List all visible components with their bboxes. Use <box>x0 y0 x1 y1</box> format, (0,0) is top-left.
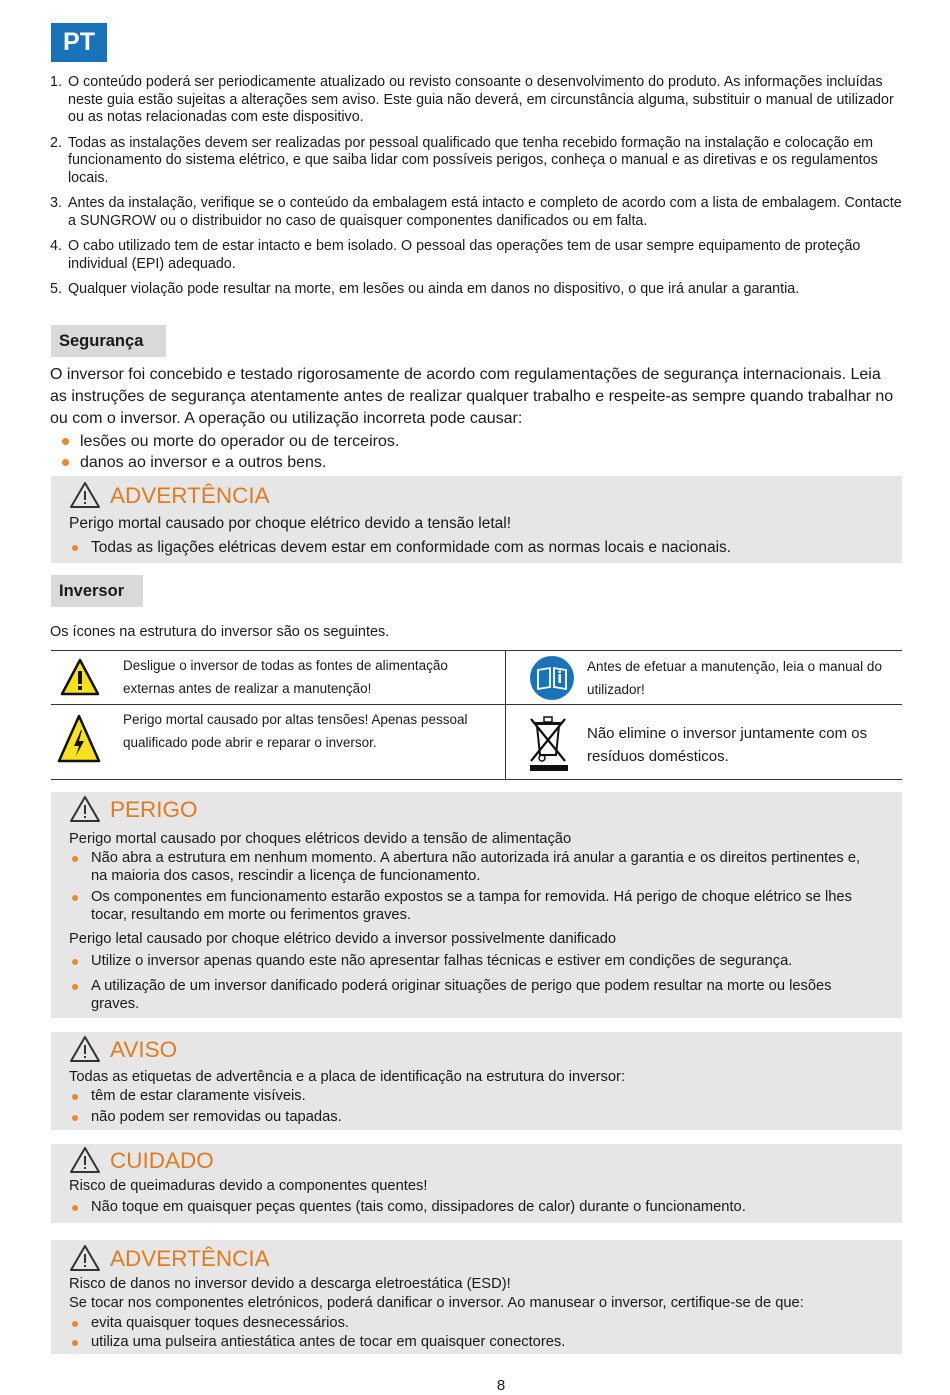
icon-description: Antes de efetuar a manutenção, leia o manual do utilizador! <box>587 659 882 697</box>
bullet-dot <box>72 1115 78 1121</box>
high-voltage-icon <box>57 713 101 765</box>
icon-table <box>51 650 902 780</box>
bullet-text: Os componentes em funcionamento estarão expostos se a tampa for removida. Há perigo de choque elétrico se lhes tocar, resultando em morte ou ferimentos graves. <box>91 889 852 923</box>
item-number: 2. <box>50 134 62 151</box>
warning-text: Risco de danos no inversor devido a descarga eletroestática (ESD)! <box>69 1276 511 1292</box>
list-item <box>69 850 878 885</box>
bullet-text: Todas as ligações elétricas devem estar em conformidade com as normas locais e nacionais. <box>91 539 732 556</box>
caution-title: CUIDADO <box>110 1148 214 1173</box>
item-number: 4. <box>50 238 62 254</box>
icon-description: Perigo mortal causado por altas tensões! Apenas pessoal qualificado pode abrir e reparar o inversor. <box>123 712 468 750</box>
bullet-dot <box>62 438 69 445</box>
danger-text: Perigo mortal causado por choques elétricos devido a tensão de alimentação <box>69 831 572 847</box>
bullet-text: A utilização de um inversor danificado poderá originar situações de perigo que podem resultar na morte ou lesões graves. <box>91 978 832 1012</box>
list-item <box>69 953 878 971</box>
bullet-text: danos ao inversor e a outros bens. <box>80 454 327 471</box>
warning-triangle-icon <box>69 481 101 509</box>
bullet-dot <box>72 1340 78 1346</box>
list-item <box>69 1088 878 1106</box>
danger-title: PERIGO <box>110 797 198 822</box>
bullet-dot <box>72 545 78 551</box>
bullet-dot <box>62 459 69 466</box>
warning-triangle-icon <box>69 1146 101 1174</box>
language-badge: PT <box>51 23 107 62</box>
bullet-text: não podem ser removidas ou tapadas. <box>91 1109 342 1125</box>
notice-title: AVISO <box>110 1037 178 1062</box>
notice-box <box>51 1032 902 1130</box>
warning-title: ADVERTÊNCIA <box>110 1246 270 1271</box>
warning-box-esd <box>51 1240 902 1354</box>
bullet-dot <box>72 895 78 901</box>
warning-triangle-icon <box>69 795 101 823</box>
bullet-dot <box>72 984 78 990</box>
bullet-dot <box>72 1205 78 1211</box>
list-item <box>69 978 878 1013</box>
warning-triangle-icon <box>69 1035 101 1063</box>
item-number: 3. <box>50 195 62 211</box>
list-item <box>69 1334 878 1352</box>
bullet-text: lesões ou morte do operador ou de terceiros. <box>80 433 400 450</box>
icon-description: Desligue o inversor de todas as fontes de alimentação externas antes de realizar a manutenção! <box>123 658 448 696</box>
item-number: 1. <box>50 74 62 90</box>
warning-text: Se tocar nos componentes eletrónicos, poderá danificar o inversor. Ao manusear o inversor, certifique-se de que: <box>69 1295 804 1311</box>
section-label-inverter: Inversor <box>51 575 143 607</box>
warning-title: ADVERTÊNCIA <box>110 483 270 508</box>
page-number: 8 <box>496 1377 506 1394</box>
list-item <box>50 195 910 230</box>
item-text: Qualquer violação pode resultar na morte, em lesões ou ainda em danos no dispositivo, o que irá anular a garantia. <box>68 281 800 297</box>
intro-list <box>50 74 910 307</box>
item-text: O conteúdo poderá ser periodicamente atualizado ou revisto consoante o desenvolvimento do produto. As informações incluídas neste guia estão sujeitas a alterações sem aviso. Este guia não deverá, em circunstância alguma, substituir o manual de utilizador ou as notas relacionadas com este dispositivo. <box>68 74 894 125</box>
item-number: 5. <box>50 281 62 297</box>
caution-box <box>51 1144 902 1223</box>
list-item <box>60 452 399 473</box>
danger-text: Perigo letal causado por choque elétrico devido a inversor possivelmente danificado <box>69 931 617 947</box>
list-item <box>50 135 910 188</box>
bullet-text: evita quaisquer toques desnecessários. <box>91 1315 350 1331</box>
list-item <box>69 1109 878 1127</box>
list-item <box>50 238 910 273</box>
caution-text: Risco de queimaduras devido a componentes quentes! <box>69 1178 428 1194</box>
danger-box <box>51 792 902 1018</box>
bullet-dot <box>72 959 78 965</box>
weee-bin-icon <box>527 713 571 773</box>
list-item <box>50 281 910 299</box>
warning-triangle-icon <box>69 1244 101 1272</box>
list-item <box>60 431 399 452</box>
list-item <box>50 74 910 127</box>
item-text: O cabo utilizado tem de estar intacto e bem isolado. O pessoal das operações tem de usar sempre equipamento de proteção individual (EPI) adequado. <box>68 238 861 272</box>
bullet-dot <box>72 1094 78 1100</box>
warning-text: Perigo mortal causado por choque elétrico devido a tensão letal! <box>69 515 512 532</box>
warning-triangle-icon <box>59 657 101 697</box>
bullet-text: Utilize o inversor apenas quando este não apresentar falhas técnicas e estiver em condições de segurança. <box>91 953 793 969</box>
read-manual-icon <box>529 655 575 701</box>
section-label-safety: Segurança <box>51 325 166 357</box>
bullet-text: têm de estar claramente visíveis. <box>91 1088 306 1104</box>
warning-box <box>51 476 902 563</box>
safety-bullets <box>60 431 399 473</box>
bullet-dot <box>72 1321 78 1327</box>
bullet-text: utiliza uma pulseira antiestática antes de tocar em quaisquer conectores. <box>91 1334 566 1350</box>
list-item <box>69 1315 878 1333</box>
bullet-text: Não abra a estrutura em nenhum momento. A abertura não autorizada irá anular a garantia e os direitos pertinentes e, na maioria dos casos, rescindir a licença de funcionamento. <box>91 850 861 884</box>
bullet-text: Não toque em quaisquer peças quentes (tais como, dissipadores de calor) durante o funcionamento. <box>91 1199 746 1215</box>
list-item <box>69 539 878 557</box>
item-text: Antes da instalação, verifique se o conteúdo da embalagem está intacto e completo de acordo com a lista de embalagem. Contacte a SUNGROW ou o distribuidor no caso de quaisquer componentes danificados ou em falta. <box>68 195 902 229</box>
inverter-intro: Os ícones na estrutura do inversor são os seguintes. <box>50 624 390 640</box>
bullet-dot <box>72 856 78 862</box>
list-item <box>69 1199 878 1217</box>
notice-text: Todas as etiquetas de advertência e a placa de identificação na estrutura do inversor: <box>69 1069 626 1085</box>
item-text: Todas as instalações devem ser realizadas por pessoal qualificado que tenha recebido formação na instalação e colocação em funcionamento do sistema elétrico, e que saiba lidar com possíveis perigos, conheça o manual e as diretivas e os regulamentos locais. <box>68 134 878 186</box>
safety-paragraph: O inversor foi concebido e testado rigorosamente de acordo com regulamentações de segurança internacionais. Leia as instruções de segurança atentamente antes de realizar qualquer trabalho e respeite-as sempre quando trabalhar no ou com o inversor. A operação ou utilização incorreta pode causar: <box>50 366 894 427</box>
icon-description: Não elimine o inversor juntamente com os resíduos domésticos. <box>587 725 868 765</box>
list-item <box>69 889 878 924</box>
